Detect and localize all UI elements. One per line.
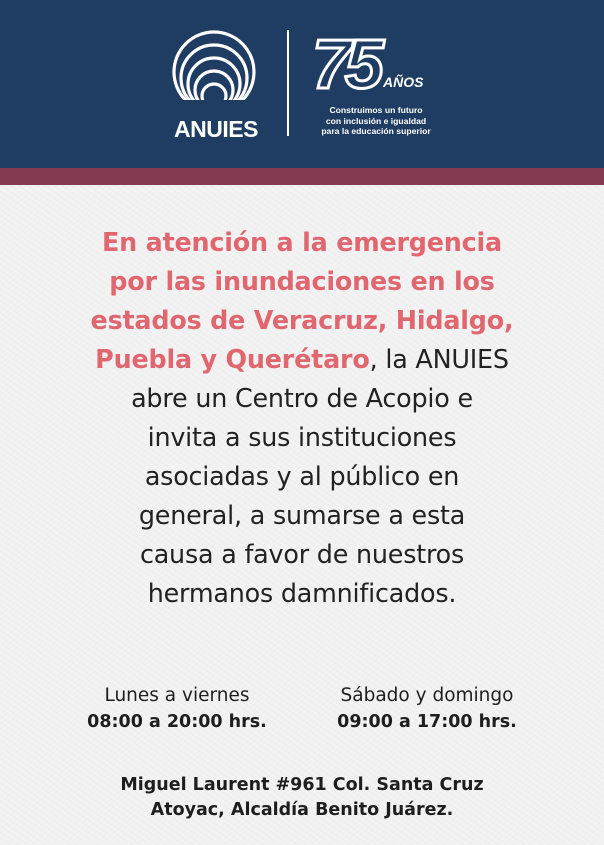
highlight-line: Puebla y Querétaro <box>95 344 370 374</box>
tagline-line: para la educación superior <box>321 126 431 136</box>
anniversary-suffix: AÑOS <box>383 74 424 90</box>
anniversary-number: 75 <box>312 26 378 103</box>
tagline-line: Construimos un futuro <box>329 105 423 115</box>
header-banner <box>0 0 604 168</box>
anniversary-75-logo <box>312 26 422 108</box>
tagline <box>312 105 440 137</box>
highlight-line: por las inundaciones en los <box>109 266 495 296</box>
body-line: hermanos damnificados. <box>147 578 457 608</box>
message-tail: , la ANUIES <box>369 344 509 374</box>
weekday-hours: 08:00 a 20:00 hrs. <box>87 712 267 732</box>
weekday-schedule <box>62 683 292 735</box>
body-line: abre un Centro de Acopio e <box>131 383 473 413</box>
address <box>40 773 564 823</box>
body-line: asociadas y al público en <box>144 461 460 491</box>
address-line: Miguel Laurent #961 Col. Santa Cruz <box>120 775 484 795</box>
announcement-message <box>40 223 564 613</box>
highlight-line: En atención a la emergencia <box>102 227 502 257</box>
anuies-logo-text: ANUIES <box>174 116 258 142</box>
header-divider <box>287 30 289 136</box>
body-line: invita a sus instituciones <box>147 422 457 452</box>
body-line: general, a sumarse a esta <box>138 500 466 530</box>
header-stripe <box>0 168 604 185</box>
weekend-hours: 09:00 a 17:00 hrs. <box>337 712 517 732</box>
weekend-schedule <box>308 683 546 735</box>
address-line: Atoyac, Alcaldía Benito Juárez. <box>150 800 454 820</box>
weekday-label: Lunes a viernes <box>104 685 250 706</box>
body-line: causa a favor de nuestros <box>139 539 465 569</box>
weekend-label: Sábado y domingo <box>340 685 514 706</box>
tagline-line: con inclusión e igualdad <box>325 115 427 126</box>
highlight-line: estados de Veracruz, Hidalgo, <box>90 305 514 335</box>
